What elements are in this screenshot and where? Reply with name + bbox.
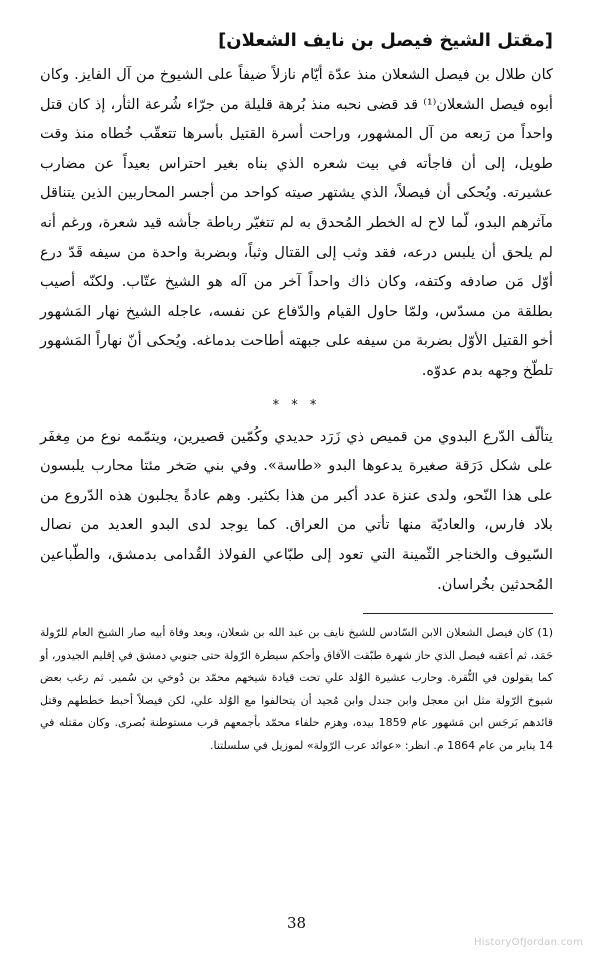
section-title: [مقتل الشيخ فيصل بن نايف الشعلان] — [218, 30, 553, 51]
footnote-divider — [363, 613, 553, 614]
section-separator: * * * — [272, 397, 321, 413]
site-watermark: HistoryOfJordan.com — [473, 937, 583, 948]
page-number: 38 — [286, 914, 307, 932]
body-paragraph-1: كان طلال بن فيصل الشعلان منذ عدّة أيّام نازلاً ضيفاً على الشيوخ من آل الفايز. وكان أبوه فيصل الشعلان⁽¹⁾ قد قضى نحبه منذ بُرهة قليلة من جرّاء شُرعة الثأر، إذ كان قتل واحداً من رَبعه من آل المشهور، وراحت أسرة القتيل بأسرها تتعقّب خُطاه منذ وقت طويل، إلى أن فاجأته في بيت شعره الذي بناه بغير احتراس بعيداً عن مضارب عشيرته. ويُحكى أن فيصلاً، الذي يشتهر صيته كواحد من أجسر المحاربين الذين يتناقل مآثرهم البدو، لّما لاح له الخطر المُحدق به لم تتغيّر رباطة جأشه قيد شعرة، ورغم أنه لم يلحق أن يلبس درعه، فقد وثب إلى القتال وثباً، وبضربة واحدة من سيفه قَدّ درع أوّل مَن صادفه وكتفه، وكان ذاك واحداً آخر من آله هو الشيخ عتّاب. ولكنّه أصيب بطلقة من مسدّس، ولمّا حاول القيام والدّفاع عن نفسه، عاجله الشيخ نهار المَشهور أخو القتيل الأوّل بضربة من سيفه على جبهته أطاحت بدماغه. ويُحكى أنّ نهاراً المَشهور تلطّخ وجهه بدم عدوّه. — [40, 66, 553, 379]
body-paragraph-2: يتألّف الدّرع البدوي من قميص ذي زَرَد حديدي وكُمّين قصيرين، ويتمّمه نوع من مِغفَر على شكل دَرَقة صغيرة يدعوها البدو «طاسة». وفي بني صَخر مئتا محارب يلبسون على هذا النّحو، ولدى عنزة عدد أكبر من هذا بكثير. وهم عادةً يجلبون هذه الدّروع من بلاد فارس، والعاديّة منها تأتي من العراق. كما يوجد لدى البدو العديد من نصال السّيوف والخناجر الثّمينة التي تعود إلى طبّاعي الفولاذ القُدامى بدمشق، والطّباعين المُحدثين بخُراسان. — [40, 427, 553, 593]
footnote: (1) كان فيصل الشعلان الابن السّادس للشيخ نايف بن عبد الله بن شعلان، وبعد وفاة أبيه صار الشيخ العام للرّولة حَمَد، ثم أعقبه فيصل الذي حاز شهرة طبّقت الآفاق وأحكم سيطرة الرّولة حتى جنوبي دمشق في إقليم الجيدور، أو كما يقولون في النُّقرة. وحارب عشيرة الوُلد علي تحت قيادة شيخهم محمّد بن دُوخي بن سُمير. ثم رغب بعض شيوخ الرّولة مثل ابن معجل وابن جندل وابن مُجيد أن يتحالفوا مع الوُلد علي، لكن فيصلاً أحبط خططهم وقتل قائدهم بَرجَس ابن مَشهور عام 1859 بيده، وهزم حلفاء محمّد بأجمعهم قرب مستوطنة بُصرى. وكان مقتله في 14 يناير من عام 1864 م. انظر: «عوائد عرب الرّولة» لموزيل في سلسلتنا. — [40, 626, 553, 752]
